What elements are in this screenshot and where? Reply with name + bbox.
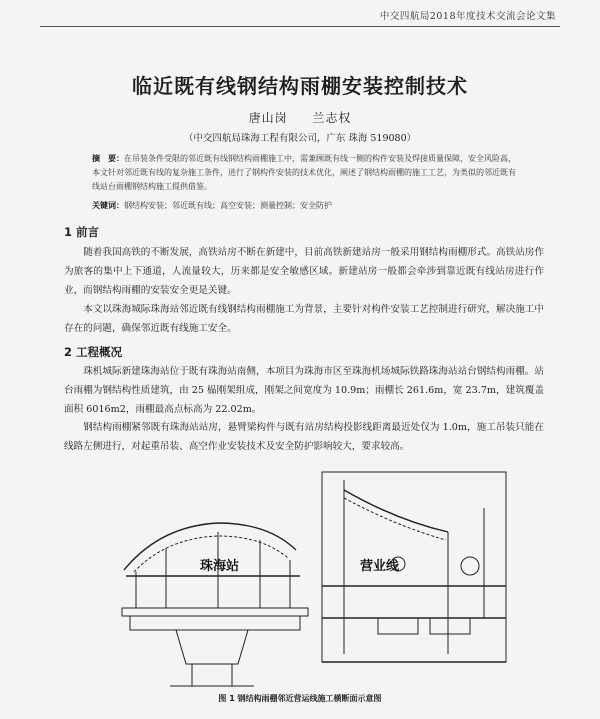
figure-label-right: 营业线 [360,559,400,574]
right-station-structure [322,472,506,662]
section-heading-2: 2 工程概况 [64,345,123,359]
author-2: 兰志权 [312,111,352,125]
section-heading-1: 1 前言 [64,225,100,239]
left-canopy-structure [122,523,308,686]
author-1: 唐山岗 [248,111,288,125]
section-2-paragraph-2: 钢结构雨棚紧邻既有珠海站站房，悬臂梁构件与既有站房结构投影线距离最近处仅为 1.0m，施工吊装只能在线路左侧进行，对起重吊装、高空作业安装技术及安全防护影响较大，要求较高。 [64,422,544,452]
cross-section-figure [100,468,520,690]
figure-label-left: 珠海站 [200,559,240,574]
keywords-text: 钢结构安装；邻近既有线；高空安装；测量控制；安全防护 [124,201,332,210]
running-header: 中交四航局2018年度技术交流会论文集 [379,11,556,22]
keywords-label: 关键词： [92,200,124,210]
figure-caption: 图 1 钢结构雨棚邻近营运线施工横断面示意图 [218,694,382,703]
section-1-paragraph-2: 本文以珠海城际珠海站邻近既有线钢结构雨棚施工为背景，主要针对构件安装工艺控制进行研究，解决施工中存在的问题，确保邻近既有线施工安全。 [64,304,544,334]
keywords [92,198,522,213]
section-2-paragraph-1: 珠机城际新建珠海站位于既有珠海站南侧，本项目为珠海市区至珠海机场城际铁路珠海站站台钢结构雨棚。站台雨棚为钢结构性质建筑，由 25 榀刚架组成，刚架之间宽度为 10.9m；雨棚长 261.6m，宽 23.7m，建筑覆盖面积 6016m2，雨棚最高点标高为 22.02m。 [64,366,544,415]
abstract [92,151,522,194]
abstract-text: 在吊装条件受限的邻近既有线钢结构雨棚施工中，需兼顾既有线一侧的构件安装及焊接质量保障，安全风险高，本文针对邻近既有线的复杂施工条件，进行了钢构件安装的技术优化，阐述了钢结构雨棚的施工工艺，为类似的邻近既有线站台雨棚钢结构施工提供借鉴。 [92,154,516,191]
authors [0,109,600,126]
paper-title: 临近既有线钢结构雨棚安装控制技术 [132,74,468,98]
affiliation: （中交四航局珠海工程有限公司，广东 珠海 519080） [183,133,417,144]
section-1-paragraph-1: 随着我国高铁的不断发展，高铁站房不断在新建中，目前高铁新建站房一般采用钢结构雨棚形式。高铁站房作为旅客的集中上下通道，人流量较大，历来都是安全敏感区域。新建站房一般都会牵涉到靠近既有线站房进行作业，而钢结构雨棚的安装安全更是关键。 [64,247,544,296]
abstract-label: 摘 要： [92,153,124,163]
header-rule [40,26,560,27]
